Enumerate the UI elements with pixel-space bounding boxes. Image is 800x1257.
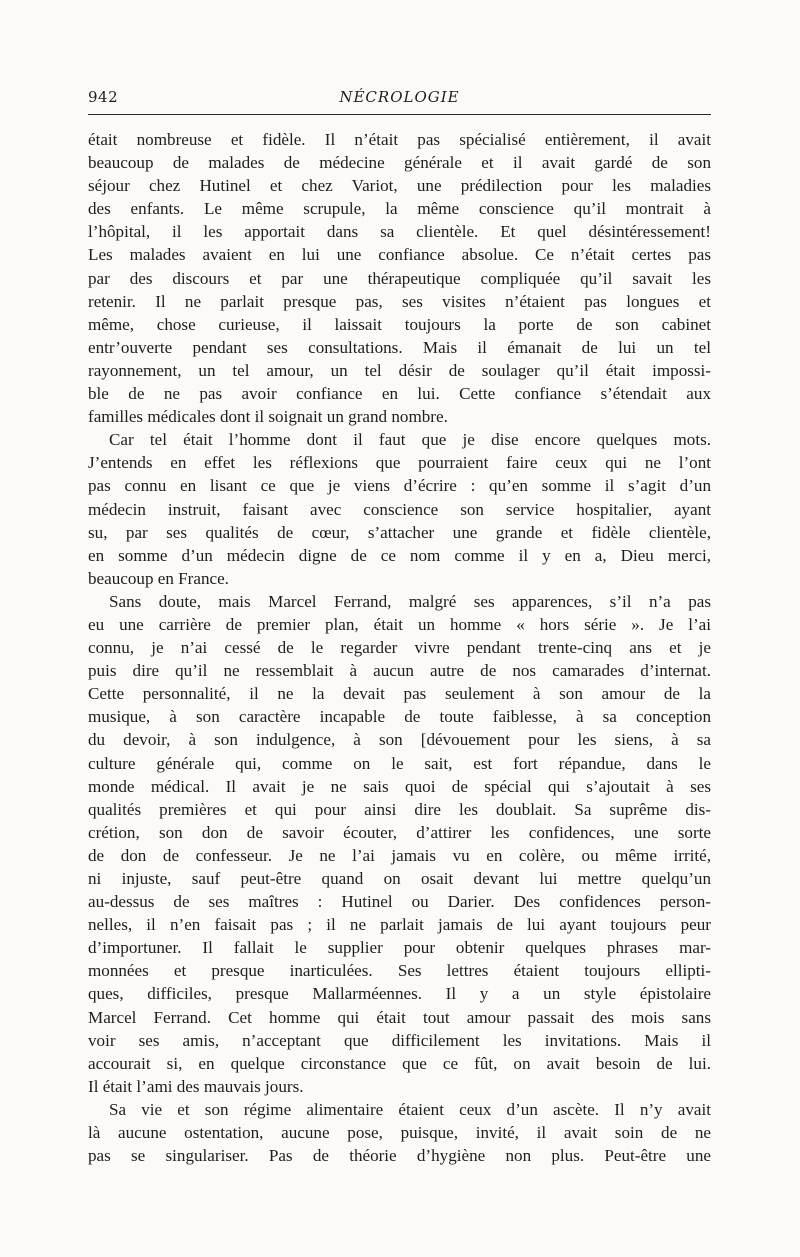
text-line: ques, difficiles, presque Mallarméennes. Il y a un style épistolaire: [88, 984, 711, 1004]
text-line: nelles, il n’en faisait pas ; il ne parlait jamais de lui ayant toujours peur: [88, 915, 711, 935]
text-line: l’hôpital, il les apportait dans sa clientèle. Et quel désintéressement!: [88, 222, 711, 242]
paragraph: [88, 428, 711, 590]
text-line: d’importuner. Il fallait le supplier pour obtenir quelques phrases mar-: [88, 938, 711, 958]
text-line: ni injuste, sauf peut-être quand on osait devant lui mettre quelqu’un: [88, 869, 711, 888]
text-line: Sans doute, mais Marcel Ferrand, malgré ses apparences, s’il n’a pas: [109, 591, 711, 611]
paragraph: [88, 590, 711, 1098]
text-line: Sa vie et son régime alimentaire étaient ceux d’un ascète. Il n’y avait: [109, 1099, 711, 1119]
text-line: pas se singulariser. Pas de théorie d’hygiène non plus. Peut-être une: [88, 1146, 711, 1166]
text-line: Marcel Ferrand. Cet homme qui était tout amour passait des mois sans: [88, 1007, 711, 1027]
text-line: puis dire qu’il ne ressemblait à aucun autre de nos camarades d’internat.: [88, 661, 711, 681]
text-line: rayonnement, un tel amour, un tel désir de soulager qu’il était impossi-: [88, 360, 711, 380]
page-number: 942: [88, 88, 119, 106]
text-line: connu, je n’ai cessé de le regarder vivre pendant trente-cinq ans et je: [88, 638, 711, 658]
text-line: Cette personnalité, il ne la devait pas seulement à son amour de la: [88, 684, 711, 704]
running-title: NÉCROLOGIE: [339, 88, 460, 106]
text-line: su, par ses qualités de cœur, s’attacher une grande et fidèle clientèle,: [88, 522, 711, 542]
page: [88, 88, 711, 1167]
paragraph: [88, 128, 711, 428]
header-rule: [88, 114, 711, 115]
text-line: des enfants. Le même scrupule, la même conscience qu’il montrait à: [88, 199, 711, 219]
text-line: beaucoup de malades de médecine générale et il avait gardé de son: [88, 153, 711, 173]
text-line: retenir. Il ne parlait presque pas, ses visites n’étaient pas longues et: [88, 291, 711, 311]
text-line: eu une carrière de premier plan, était un homme « hors série ». Je l’ai: [88, 614, 711, 634]
text-line: monde médical. Il avait je ne sais quoi de spécial qui s’ajoutait à ses: [88, 776, 711, 796]
text-line: en somme d’un médecin digne de ce nom comme il y en a, Dieu merci,: [88, 545, 711, 565]
body-text: [88, 128, 711, 1167]
text-line: Car tel était l’homme dont il faut que je dise encore quelques mots.: [109, 430, 711, 450]
text-line: Il était l’ami des mauvais jours.: [88, 1076, 304, 1096]
text-line: musique, à son caractère incapable de toute faiblesse, à sa conception: [88, 707, 711, 727]
text-line: crétion, son don de savoir écouter, d’attirer les confidences, une sorte: [88, 822, 711, 842]
text-line: au-dessus de ses maîtres : Hutinel ou Darier. Des confidences person-: [88, 892, 711, 912]
text-line: beaucoup en France.: [88, 568, 229, 588]
text-line: J’entends en effet les réflexions que pourraient faire ceux qui ne l’ont: [88, 453, 711, 473]
text-line: de don de confesseur. Je ne l’ai jamais vu en colère, ou même irrité,: [88, 845, 711, 865]
text-line: voir ses amis, n’acceptant que difficilement les invitations. Mais il: [88, 1030, 711, 1050]
text-line: même, chose curieuse, il laissait toujours la porte de son cabinet: [88, 314, 711, 334]
text-line: monnées et presque inarticulées. Ses lettres étaient toujours ellipti-: [88, 961, 711, 981]
text-line: qualités premières et qui pour ainsi dire les doublait. Sa suprême dis-: [88, 799, 711, 819]
text-line: était nombreuse et fidèle. Il n’était pas spécialisé entièrement, il avait: [88, 130, 711, 149]
paragraph: [88, 1098, 711, 1167]
page-header: [88, 88, 711, 114]
text-line: ble de ne pas avoir confiance en lui. Cette confiance s’étendait aux: [88, 384, 711, 404]
text-line: entr’ouverte pendant ses consultations. Mais il émanait de lui un tel: [88, 337, 711, 357]
text-line: familles médicales dont il soignait un grand nombre.: [88, 407, 448, 427]
text-line: médecin instruit, faisant avec conscience son service hospitalier, ayant: [88, 499, 711, 519]
text-line: pas connu en lisant ce que je viens d’écrire : qu’en somme il s’agit d’un: [88, 476, 711, 496]
text-line: par des discours et par une thérapeutique compliquée qu’il savait les: [88, 268, 711, 288]
text-line: du devoir, à son indulgence, à son [dévouement pour les siens, à sa: [88, 730, 711, 750]
text-line: accourait si, en quelque circonstance que ce fût, on avait besoin de lui.: [88, 1053, 711, 1073]
text-line: là aucune ostentation, aucune pose, puisque, invité, il avait soin de ne: [88, 1123, 711, 1143]
text-line: Les malades avaient en lui une confiance absolue. Ce n’était certes pas: [88, 245, 711, 265]
text-line: séjour chez Hutinel et chez Variot, une prédilection pour les maladies: [88, 176, 711, 196]
text-line: culture générale qui, comme on le sait, est fort répandue, dans le: [88, 753, 711, 773]
